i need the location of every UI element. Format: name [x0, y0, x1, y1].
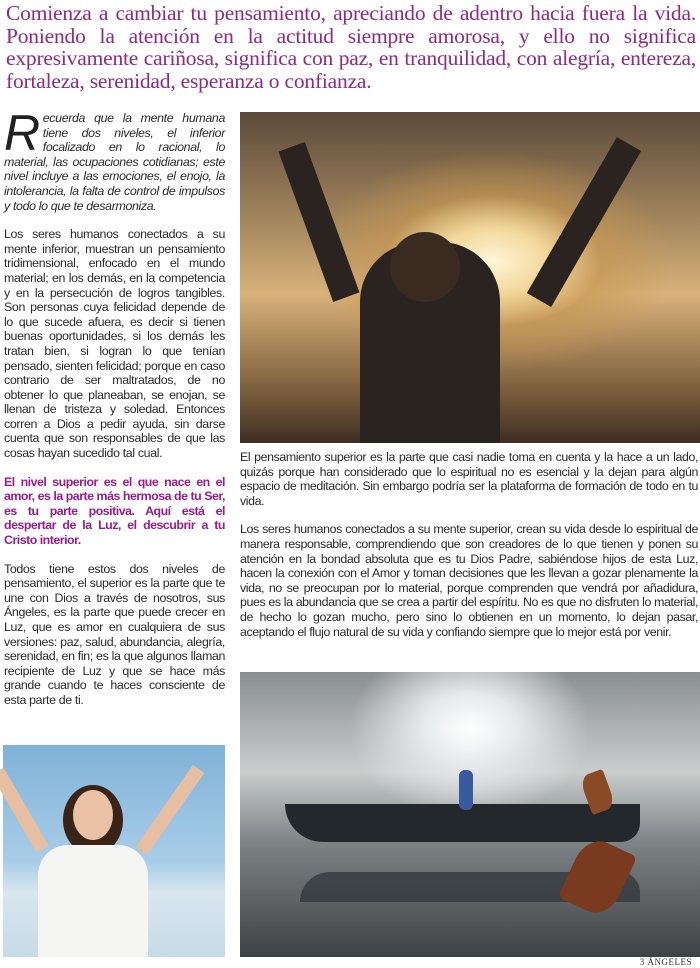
drop-cap: R: [4, 105, 40, 161]
intro-text: ecuerda que la mente humana tiene dos niveles, el inferior focalizado en lo racional, lo material, las ocupaciones cotidianas; este nivel incluye a las emociones, el enojo, la intolerancia, la falta de control de impulsos y todo lo que te desarmoniza.: [4, 111, 225, 213]
body-paragraph: Los seres humanos conectados a su mente superior, crean su vida desde lo espiritual de manera responsable, comprendiendo que son creadores de lo que tienen y ponen su atención en la bondad absoluta que es tu Dios Padre, sabiéndose hijos de esta Luz, hacen la conexión con el Amor y toman decisiones que les llevan a gozar plenamente la vida, no se preocupan por lo material, porque comprenden que vendrá por añadidura, pues es la abundancia que se crea a partir del espíritu. No es que no disfruten lo material, de hecho lo gozan mucho, pero sino lo obtienen en un momento, lo dejan pasar, aceptando el flujo natural de su vida y confiando siempre que lo mejor está por venir.: [240, 522, 698, 639]
intro-paragraph: [4, 105, 225, 213]
right-column-text: [240, 450, 698, 653]
body-paragraph: Todos tiene estos dos niveles de pensamiento, el superior es la parte que te une con Dios a través de nosotros, sus Ángeles, es la parte que puede crecer en Luz, que es amor en cualquiera de sus versiones: paz, salud, abundancia, alegría, serenidad, en fin; es la que algunos llaman recipiente de Luz y que se hace más grande cuando te haces consciente de esta parte de ti.: [4, 561, 225, 707]
page-number: 3: [639, 957, 645, 967]
article-heading: Comienza a cambiar tu pensamiento, apreciando de adentro hacia fuera la vida. Poniendo la atención en la actitud siempre amorosa, y ello no significa expresivamente cariñosa, significa con paz, en tranquilidad, con alegría, entereza, fortaleza, serenidad, esperanza o confianza.: [6, 1, 696, 93]
body-paragraph: Los seres humanos conectados a su mente inferior, muestran un pensamiento tridimensional, enfocado en el mundo material; en los demás, en la competencia y en la persecución de logros tangibles. Son personas cuya felicidad depende de lo que sucede afuera, es decir si tienen buenas oportunidades, si los demás les tratan bien, si logran lo que tenían pensado, sienten felicidad; porque en caso contrario de ser maltratados, de no obtener lo que planeaban, se enojan, se llenan de tristeza y soledad. Entonces corren a Dios a pedir ayuda, sin darse cuenta que son responsables de que las cosas hayan sucedido tal cual.: [4, 227, 225, 461]
page-footer: [640, 957, 692, 967]
body-paragraph: El pensamiento superior es la parte que casi nadie toma en cuenta y la hace a un lado, quizás porque han considerado que lo espiritual no es esencial y la dejan para algún espacio de meditación. Sin embargo podría ser la plataforma de formación de todo en tu vida.: [240, 450, 698, 508]
highlight-paragraph: El nivel superior es el que nace en el amor, es la parte más hermosa de tu Ser, es tu parte positiva. Aquí está el despertar de la Luz, el descubrir a tu Cristo interior.: [4, 474, 225, 548]
photo-woman-arms-open-beach: [3, 745, 225, 957]
left-column: [4, 105, 225, 722]
photo-man-arms-raised-sunset: [240, 112, 700, 443]
magazine-name: ÁNGELES: [647, 957, 692, 967]
photo-girl-in-boat: [240, 672, 700, 957]
